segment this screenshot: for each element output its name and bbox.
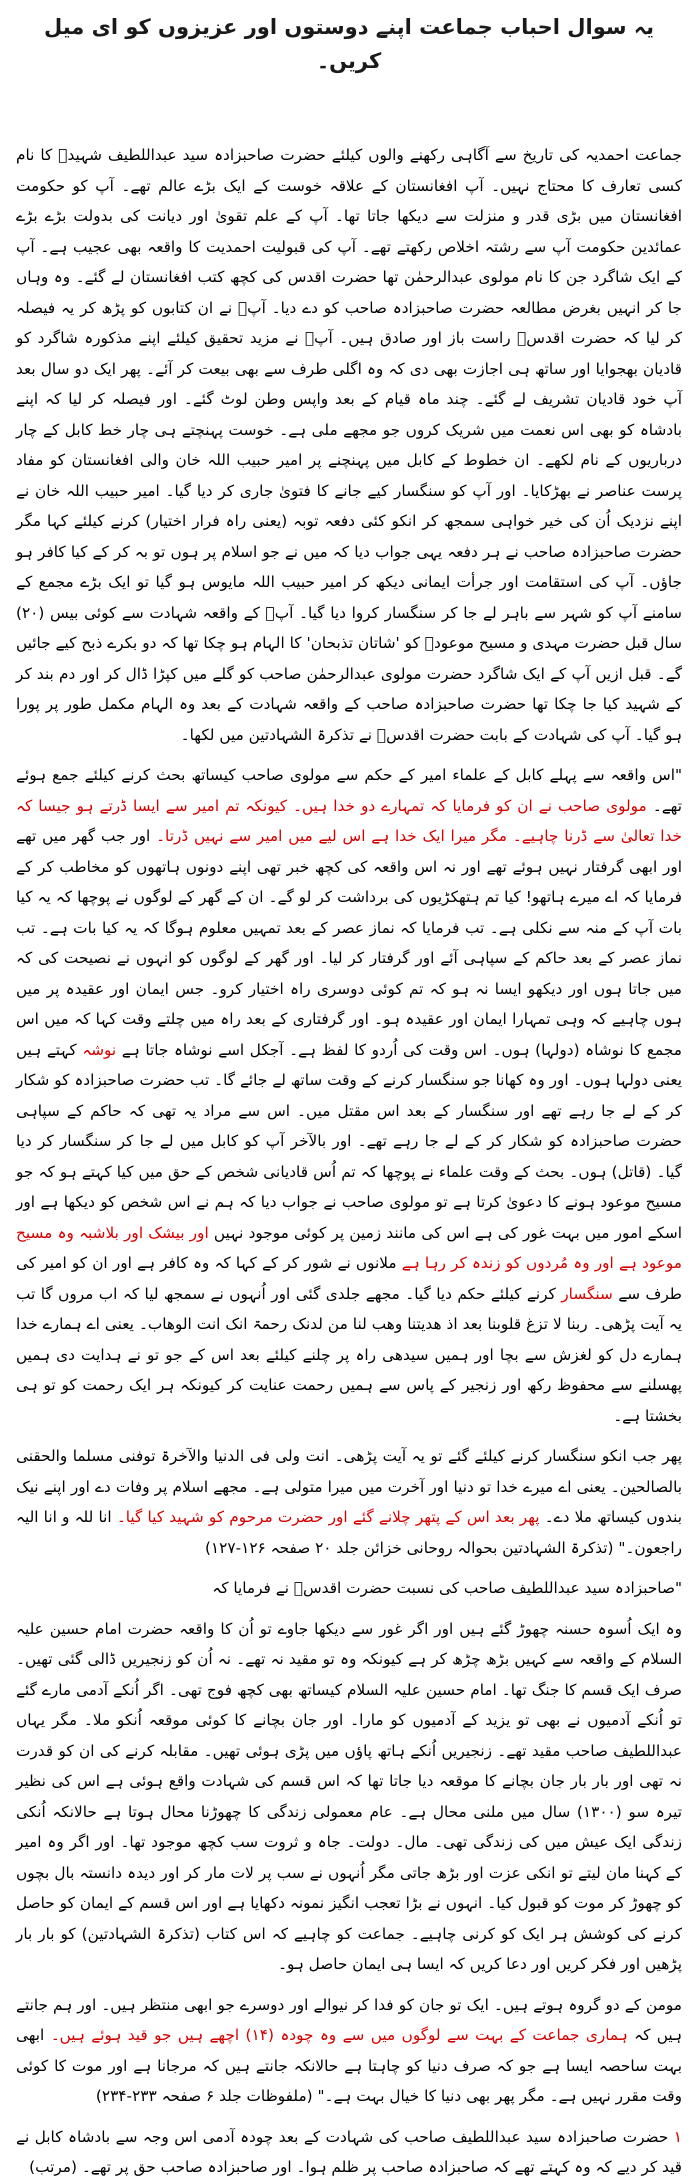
paragraph: [16, 1990, 682, 2112]
highlighted-text: نوشہ: [82, 1040, 117, 1059]
page-title: یہ سوال احباب جماعت اپنے دوستوں اور عزیزوں کو ای میل کریں۔: [43, 15, 655, 73]
text-segment: حضرت صاحبزادہ سید عبداللطیف صاحب کی شہادت کے بعد چودہ آدمی اس وجہ سے بادشاہ کابل نے قید کر دیے کہ وہ کہتے تھے کہ صاحبزادہ صاحب پر ظلم ہوا۔ اور صاحبزادہ صاحب حق پر تھے۔ (مرتب): [16, 2127, 682, 2176]
text-segment: انا للہ و انا الیہ راجعون۔" (تذکرۃ الشہادتین بحوالہ روحانی خزائن جلد ۲۰ صفحہ ۱۲۶-۱۲۷): [16, 1508, 682, 1557]
text-segment: وہ ایک اُسوہ حسنہ چھوڑ گئے ہیں اور اگر غور سے دیکھا جاوے تو اُن کا واقعہ حضرت امام حسین علیہ السلام کے واقعہ سے کہیں بڑھ چڑھ کر ہے کیونکہ وہ تو مقید نہ تھے۔ نہ اُن کو زنجیریں ڈالی گئی تھیں۔ صرف ایک قسم کا جنگ تھا۔ امام حسین علیہ السلام کیساتھ بھی کچھ فوج تھی۔ اگر اُنکے آدمی مارے گئے تو اُنکے آدمیوں نے بھی تو یزید کے آدمیوں کو مارا۔ اور جان بچانے کا کوئی موقعہ اُنکو ملا۔ مگر یہاں عبداللطیف صاحب مقید تھے۔ زنجیریں اُنکے ہاتھ پاؤں میں پڑی ہوئی تھیں۔ مقابلہ کرنے کی ان کو قدرت نہ تھی اور بار بار جان بچانے کا موقعہ دیا جاتا تھا کہ اس قسم کی شہادت واقع ہوئی ہے اس کی نظیر تیرہ سو (۱۳۰۰) سال میں ملنی محال ہے۔ عام معمولی زندگی کا چھوڑنا محال ہوتا ہے حالانکہ اُنکی زندگی ایک عیش میں کی زندگی تھی۔ مال۔ دولت۔ جاہ و ثروت سب کچھ موجود تھا۔ اور اگر وہ امیر کے کہنا مان لیتے تو انکی عزت اور بڑھ جاتی مگر اُنہوں نے سب پر لات مار کر اور دیدہ دانستہ بال بچوں کو چھوڑ کر موت کو قبول کیا۔ انہوں نے بڑا تعجب انگیز نمونہ دکھایا ہے اور اس قسم کے ایمان کو حاصل کرنے کی کوشش ہر ایک کو کرنی چاہیے۔ جماعت کو چاہیے کہ اس کتاب (تذکرۃ الشہادتین) کو بار بار پڑھیں اور فکر کریں اور دعا کریں کہ ایسا ہی ایمان حاصل ہو۔: [16, 1619, 682, 1973]
text-segment: "صاحبزادہ سید عبداللطیف صاحب کی نسبت حضرت اقدسؑ نے فرمایا کہ: [212, 1579, 682, 1597]
text-segment: "اس واقعہ سے پہلے کابل کے علماء امیر کے حکم سے مولوی صاحب کیساتھ بحث کرنے کیلئے جمع ہوئے تھے۔: [16, 766, 682, 815]
text-segment: اور جب گھر میں تھے اور ابھی گرفتار نہیں ہوئے تھے اور نہ اس واقعہ کی کچھ خبر تھی اپنے دونوں ہاتھوں کو مخاطب کر کے فرمایا کہ اے میرے ہاتھو! کیا تم ہتھکڑیوں کی برداشت کر لو گے۔ ان کے گھر کے لوگوں نے پوچھا کہ یہ کیا بات آپ کے منہ سے نکلی ہے۔ تب فرمایا کہ نماز عصر کے بعد تمہیں معلوم ہوگا کہ یہ کیا بات ہے۔ تب نماز عصر کے بعد حاکم کے سپاہی آئے اور گرفتار کر لیا۔ اور گھر کے لوگوں کو انہوں نے نصیحت کی کہ میں جاتا ہوں اور دیکھو ایسا نہ ہو کہ تم کوئی دوسری راہ اختیار کرو۔ جس ایمان اور عقیدہ پر میں ہوں چاہیے کہ وہی تمہارا ایمان اور عقیدہ ہو۔ اور گرفتاری کے بعد راہ میں چلتے وقت کہا کہ میں اس مجمع کا نوشاہ (دولہا) ہوں۔ اس وقت کی اُردو کا لفظ ہے۔ آجکل اسے نوشاہ جاتا ہے: [16, 827, 682, 1059]
text-segment: مومن کے دو گروہ ہوتے ہیں۔ ایک تو جان کو فدا کر نیوالے اور دوسرے جو ابھی منتظر ہیں۔ اور ہم جانتے ہیں کہ: [16, 1995, 682, 2044]
text-segment: پھر جب انکو سنگسار کرنے کیلئے گئے تو یہ آیت پڑھی۔ انت ولی فی الدنیا والآخرۃ توفنی مسلما والحقنی بالصالحین۔ یعنی اے میرے خدا تو دنیا اور آخرت میں میرا متولی ہے۔ مجھے اسلام پر وفات دے اور اپنے نیک بندوں کیساتھ ملا دے۔: [16, 1447, 682, 1526]
paragraph: [16, 1441, 682, 1563]
highlighted-text: سنگسار: [561, 1284, 613, 1303]
text-segment: کرنے کیلئے حکم دیا گیا۔ مجھے جلدی گئی اور اُنہوں نے سمجھ لیا کہ اب مروں گا تب یہ آیت پڑھی۔ ربنا لا تزغ قلوبنا بعد اذ ھدیتنا وھب لنا من لدنک رحمۃ انک انت الوھاب۔ یعنی اے ہمارے خدا ہمارے دل کو لغزش سے بچا اور ہمیں سیدھی راہ پر چلنے کیلئے بعد اس کے جو تو نے ہدایت دی ہمیں پھسلنے سے محفوظ رکھ اور زنجیر کے پاس سے ہمیں رحمت عنایت کر کیونکہ ہر ایک رحمت کو تو ہی بخشتا ہے۔: [16, 1284, 682, 1425]
paragraph: [16, 1614, 682, 1980]
paragraph: [16, 2122, 682, 2183]
highlighted-text: ۱: [673, 2127, 682, 2146]
paragraph: [16, 760, 682, 1431]
highlighted-text: پھر بعد اس کے پتھر چلانے گئے اور حضرت مرحوم کو شہید کیا گیا۔: [116, 1508, 540, 1526]
text-segment: کہتے ہیں یعنی دولہا ہوں۔ اور وہ کھانا جو سنگسار کرنے کے وقت ساتھ لے جائے گا۔ تب حضرت صاحبزادہ کو شکار کر کے لے جا رہے تھے اور سنگسار کے بعد اس مقتل میں۔ اس سے مراد یہ تھی کہ حاکم کے سپاہی حضرت صاحبزادہ کو شکار کر کے لے جا رہے تھے۔ اور بالآخر آپ کو کابل میں لے جا کر سنگسار کر دیا گیا۔ (قاتل) ہوں۔ بحث کے وقت علماء نے پوچھا کہ تم اُس قادیانی شخص کے حق میں کیا کہتے ہو کہ جو مسیح موعود ہونے کا دعویٰ کرتا ہے تو مولوی صاحب نے جواب دیا کہ ہم نے اس شخص کو دیکھا ہے اور اسکے امور میں بہت غور کی ہے اس کی مانند زمین پر کوئی موجود نہیں: [16, 1040, 682, 1242]
highlighted-text: اور بیشک اور بلاشبہ وہ مسیح موعود ہے اور وہ مُردوں کو زندہ کر رہا ہے: [16, 1223, 682, 1272]
highlighted-text: مولوی صاحب نے ان کو فرمایا کہ تمہارے دو خدا ہیں۔ کیونکہ تم امیر سے ایسا ڈرتے ہو جیسا کہ خدا تعالیٰ سے ڈرنا چاہیے۔ مگر میرا ایک خدا ہے اس لیے میں امیر سے نہیں ڈرتا۔: [16, 796, 682, 845]
text-segment: ملانوں نے شور کر کے کہا کہ وہ کافر ہے اور ان کو امیر کی طرف سے: [16, 1254, 682, 1303]
text-segment: جماعت احمدیہ کی تاریخ سے آگاہی رکھنے والوں کیلئے حضرت صاحبزادہ سید عبداللطیف شہیدؓ کا نام کسی تعارف کا محتاج نہیں۔ آپ افغانستان کے علاقہ خوست کے ایک بڑے عالم تھے۔ آپ کو حکومت افغانستان میں بڑی قدر و منزلت سے دیکھا جاتا تھا۔ آپ کے علم تقویٰ اور دیانت کی بدولت بڑے بڑے عمائدین حکومت آپ سے رشتہ اخلاص رکھتے تھے۔ آپ کی قبولیت احمدیت کا واقعہ بھی عجیب ہے۔ آپ کے ایک شاگرد جن کا نام مولوی عبدالرحمٰن تھا حضرت اقدس کی کچھ کتب افغانستان لے گئے۔ وہ وہاں جا کر انہیں بغرض مطالعہ حضرت صاحبزادہ صاحب کو دے دیا۔ آپؓ نے ان کتابوں کو پڑھ کر یہ فیصلہ کر لیا کہ حضرت اقدسؑ راست باز اور صادق ہیں۔ آپؓ نے مزید تحقیق کیلئے اپنے مذکورہ شاگرد کو قادیان بھجوایا اور ساتھ ہی اجازت بھی دی کہ وہ اگلی طرف سے بھی بیعت کر آئے۔ پھر ایک دو سال بعد آپ خود قادیان تشریف لے گئے۔ چند ماہ قیام کے بعد واپس وطن لوٹ گئے۔ اور فیصلہ کر لیا کہ اپنے بادشاہ کو بھی اس نعمت میں شریک کروں جو مجھے ملی ہے۔ خوست پہنچتے ہی چار خط کابل کے چار درباریوں کے نام لکھے۔ ان خطوط کے کابل میں پہنچنے پر امیر حبیب اللہ خان والی افغانستان کو مفاد پرست عناصر نے بھڑکایا۔ اور آپ کو سنگسار کیے جانے کا فتویٰ جاری کر دیا گیا۔ امیر حبیب اللہ خان نے اپنے نزدیک اُن کی خیر خواہی سمجھ کر انکو کئی دفعہ توبہ (یعنی راہ فرار اختیار) کرنے کیلئے کہا مگر حضرت صاحبزادہ صاحب نے ہر دفعہ یہی جواب دیا کہ میں نے جو اسلام پر ہوں تو بہ کر کے کیا کافر ہو جاؤں۔ آپ کی استقامت اور جرأت ایمانی دیکھ کر امیر حبیب اللہ مایوس ہو گیا تو ایک بڑے مجمع کے سامنے آپ کو شہر سے باہر لے جا کر سنگسار کروا دیا گیا۔ آپؓ کے واقعہ شہادت سے کوئی بیس (۲۰) سال قبل حضرت مہدی و مسیح موعودؑ کو 'شاتان تذبحان' کا الہام ہو چکا تھا کہ دو بکرے ذبح کیے جائیں گے۔ قبل ازیں آپ کے ایک شاگرد حضرت مولوی عبدالرحمٰن صاحب کو گلے میں کپڑا ڈال کر اور دم بند کر کے شہید کیا جا چکا تھا حضرت صاحبزادہ صاحب کے واقعہ شہادت کے بعد وہ الہام مکمل طور پر پورا ہو گیا۔ آپ کی شہادت کے بابت حضرت اقدسؑ نے تذکرۃ الشہادتین میں لکھا۔: [16, 146, 682, 744]
paragraph: [16, 1573, 682, 1604]
highlighted-text: ہماری جماعت کے بہت سے لوگوں میں سے وہ چودہ (۱۴) اچھے ہیں جو قید ہوئے ہیں۔: [50, 2026, 628, 2044]
text-segment: ابھی بہت ساحصہ ایسا ہے جو کہ صرف دنیا کو چاہتا ہے حالانکہ جانتے ہیں کہ مرجانا ہے اور موت کا کوئی وقت مقرر نہیں ہے۔ مگر پھر بھی دنیا کا خیال بہت ہے۔" (ملفوظات جلد ۶ صفحہ ۲۳۳-۲۳۴): [16, 2026, 682, 2105]
paragraph: [16, 140, 682, 750]
article-body: [16, 140, 682, 2183]
